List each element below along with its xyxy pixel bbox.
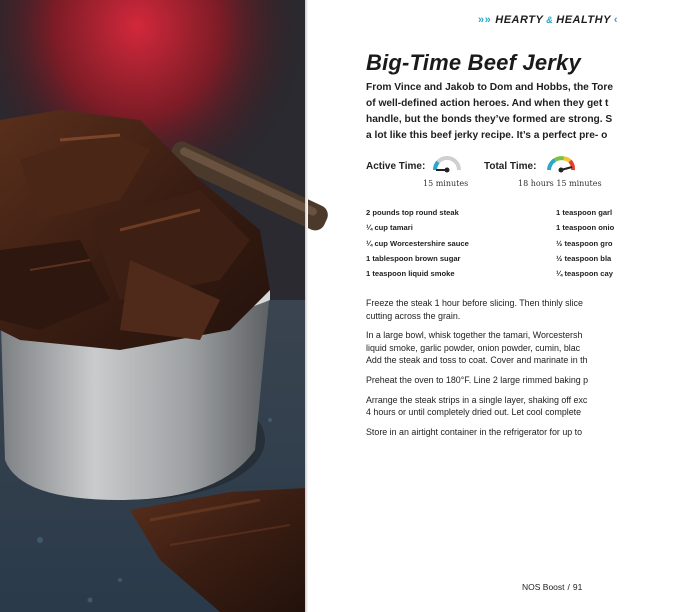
- step-line: Store in an airtight container in the refrigerator for up to: [366, 426, 583, 437]
- intro-line: a lot like this beef jerky recipe. It’s a perfect pre- o: [366, 130, 608, 141]
- recipe-intro: [366, 80, 686, 144]
- ingredient-item: 2 pounds top round steak: [366, 208, 459, 217]
- intro-line: handle, but the bonds they’ve formed are strong. S: [366, 114, 613, 125]
- ingredient-column-left: [366, 205, 469, 281]
- ingredient-item: 1 teaspoon liquid smoke: [366, 269, 455, 279]
- recipe-times: [366, 155, 666, 195]
- recipe-step: [366, 374, 666, 387]
- ingredient-item: ¼ teaspoon cay: [556, 269, 613, 279]
- intro-line: of well-defined action heroes. And when they get t: [366, 98, 609, 109]
- double-chevron-icon: »»: [478, 14, 492, 26]
- footer-separator: /: [567, 582, 570, 592]
- step-line: 4 hours or until completely dried out. Let cool complete: [366, 407, 582, 418]
- ingredient-item: 1 tablespoon brown sugar: [366, 253, 461, 263]
- beef-jerky-photo: [0, 0, 305, 612]
- footer-book-title: NOS Boost: [522, 582, 565, 592]
- step-line: Arrange the steak strips in a single layer, shaking off exc: [366, 394, 588, 405]
- step-line: Freeze the steak 1 hour before slicing. Then thinly slice: [366, 298, 583, 308]
- ingredient-item: 1 teaspoon garl: [556, 208, 613, 217]
- section-header: [478, 14, 618, 26]
- ingredient-item: ¼ cup Worcestershire sauce: [366, 238, 469, 248]
- total-time-value: 18 hours 15 minutes: [518, 179, 602, 188]
- total-time-label: Total Time:: [484, 161, 537, 172]
- recipe-steps: [366, 297, 666, 445]
- step-line: Add the steak and toss to coat. Cover and marinate in th: [366, 355, 588, 366]
- recipe-step: [366, 426, 666, 439]
- active-time-label: Active Time:: [366, 161, 426, 172]
- page-number: 91: [572, 582, 583, 592]
- recipe-title: Big-Time Beef Jerky: [366, 50, 581, 75]
- ingredient-item: ½ teaspoon bla: [556, 253, 612, 263]
- recipe-step: [366, 329, 666, 367]
- section-header-amp: &: [546, 15, 554, 25]
- step-line: In a large bowl, whisk together the tamari, Worcestersh: [366, 330, 583, 341]
- recipe-step: [366, 394, 666, 419]
- active-time-value: 15 minutes: [423, 179, 469, 188]
- ingredient-item: ½ teaspoon gro: [556, 238, 613, 248]
- page-footer: [522, 582, 582, 592]
- section-header-left: HEARTY: [495, 14, 544, 26]
- recipe-page: [308, 0, 619, 612]
- section-header-right: HEALTHY: [556, 14, 611, 26]
- low-time-gauge-icon: [432, 155, 462, 173]
- beef-jerky-illustration: [0, 0, 305, 612]
- section-header-tail: ‹: [613, 14, 619, 26]
- step-line: Preheat the oven to 180°F. Line 2 large rimmed baking p: [366, 374, 589, 385]
- high-time-gauge-icon: [546, 155, 576, 173]
- step-line: liquid smoke, garlic powder, onion powder, cumin, blac: [366, 342, 581, 353]
- ingredient-item: 1 teaspoon onio: [556, 223, 615, 233]
- step-line: cutting across the grain.: [366, 310, 461, 321]
- ingredient-item: ¼ cup tamari: [366, 223, 413, 233]
- ingredient-column-right: [556, 205, 614, 281]
- intro-line: From Vince and Jakob to Dom and Hobbs, the Tore: [366, 82, 613, 93]
- recipe-step: [366, 297, 666, 322]
